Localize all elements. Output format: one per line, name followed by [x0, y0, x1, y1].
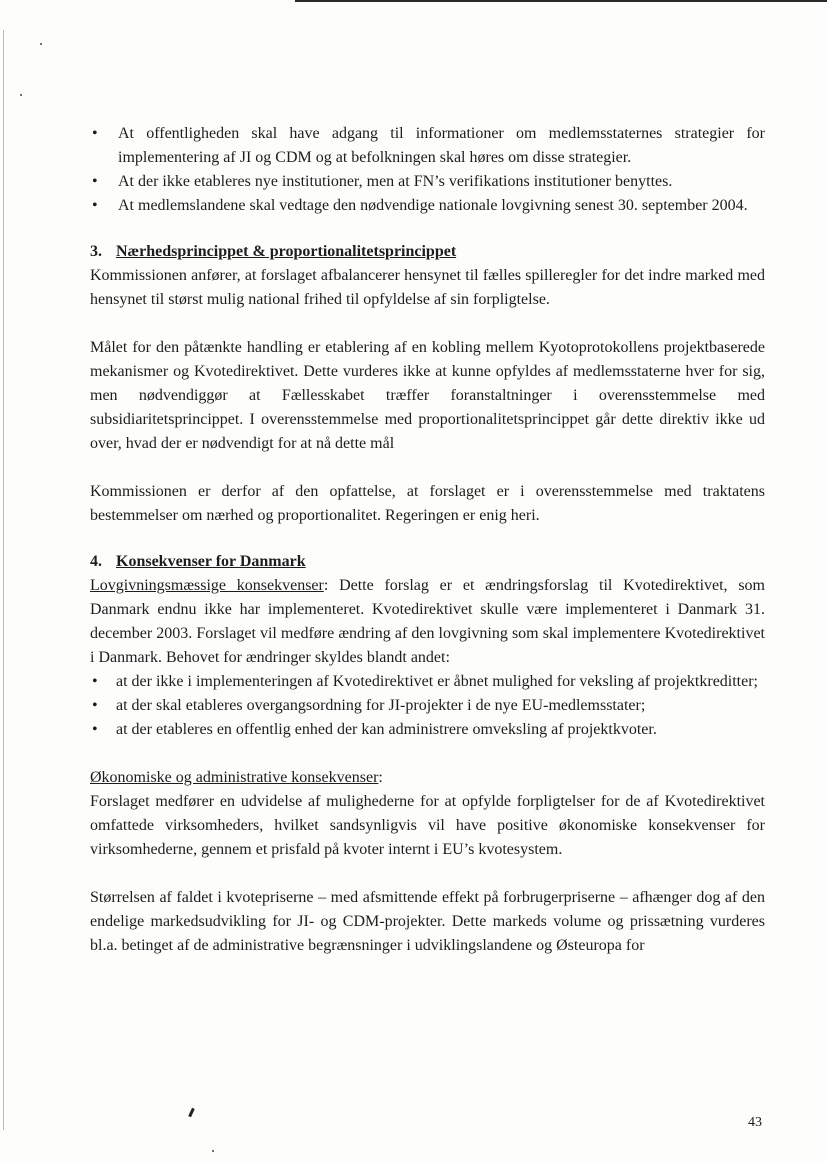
colon: : — [378, 769, 383, 786]
paragraph: Kommissionen er derfor af den opfattelse, at forslaget er i overensstemmelse med traktatens bestemmelser om nærhed og proportionalitet. Regeringen er enig heri. — [90, 483, 765, 524]
document-body — [90, 122, 765, 958]
scan-speck — [20, 94, 22, 96]
section-number: 3. — [90, 243, 102, 260]
list-item: • at der etableres en offentlig enhed der kan administrere omveksling af projektkvoter. — [90, 718, 765, 742]
page-number: 43 — [748, 1115, 762, 1130]
paragraph — [90, 574, 765, 670]
pen-mark — [188, 1108, 195, 1117]
section-title: Nærhedsprincippet & proportionalitetsprincippet — [116, 243, 457, 260]
subheading-economic: Økonomiske og administrative konsekvenser — [90, 769, 379, 786]
scan-edge-line — [295, 0, 827, 2]
list-item: • At der ikke etableres nye institutioner, men at FN’s verifikations institutioner benyttes. — [90, 170, 765, 194]
list-item: • At medlemslandene skal vedtage den nødvendige nationale lovgivning senest 30. september 2004. — [90, 194, 765, 218]
scan-margin-line — [3, 30, 4, 1130]
subheading-legal: Lovgivningsmæssige konsekvenser — [90, 577, 324, 594]
list-item: • at der skal etableres overgangsordning for JI-projekter i de nye EU-medlemsstater; — [90, 694, 765, 718]
scan-speck — [40, 43, 42, 45]
section-number: 4. — [90, 553, 102, 570]
section-3-heading — [90, 240, 765, 264]
top-bullet-list — [90, 122, 765, 218]
list-item: • at der ikke i implementeringen af Kvotedirektivet er åbnet mulighed for veksling af projektkreditter; — [90, 670, 765, 694]
section-4-heading — [90, 550, 765, 574]
paragraph: Kommissionen anfører, at forslaget afbalancerer hensynet til fælles spilleregler for det indre marked med hensynet til størst mulig national frihed til opfyldelse af sin forpligtelse. — [90, 267, 765, 308]
paragraph — [90, 766, 765, 790]
scan-speck — [212, 1150, 214, 1152]
paragraph: Målet for den påtænkte handling er etablering af en kobling mellem Kyotoprotokollens projektbaserede mekanismer og Kvotedirektivet. Dette vurderes ikke at kunne opfyldes af medlemsstaterne hver for sig, men nødvendiggør at Fællesskabet træffer foranstaltninger i overensstemmelse med subsidiaritetsprincippet. I overensstemmelse med proportionalitetsprincippet går dette direktiv ikke ud over, hvad der er nødvendigt for at nå dette mål — [90, 339, 765, 452]
paragraph: Størrelsen af faldet i kvotepriserne – med afsmittende effekt på forbrugerpriserne – afhænger dog af den endelige markedsudvikling for JI- og CDM-projekter. Dette markeds volume og prissætning vurderes bl.a. betinget af de administrative begrænsninger i udviklingslandene og Østeuropa for — [90, 889, 765, 954]
consequence-bullet-list — [90, 670, 765, 742]
legal-text: : Dette forslag er et ændringsforslag til Kvotedirektivet, som Danmark endnu ikke har implementeret. Kvotedirektivet skulle være implementeret i Danmark 31. december 2003. Forslaget vil medføre ændring af den lovgivning som skal implementere Kvotedirektivet i Danmark. Behovet for ændringer skyldes blandt andet: — [90, 577, 765, 666]
section-title: Konsekvenser for Danmark — [116, 553, 306, 570]
paragraph: Forslaget medfører en udvidelse af mulighederne for at opfylde forpligtelser for de af Kvotedirektivet omfattede virksomheders, hvilket sandsynligvis vil have positive økonomiske konsekvenser for virksomhederne, gennem et prisfald på kvoter internt i EU’s kvotesystem. — [90, 793, 765, 858]
list-item: • At offentligheden skal have adgang til informationer om medlemsstaternes strategier for implementering af JI og CDM og at befolkningen skal høres om disse strategier. — [90, 122, 765, 170]
